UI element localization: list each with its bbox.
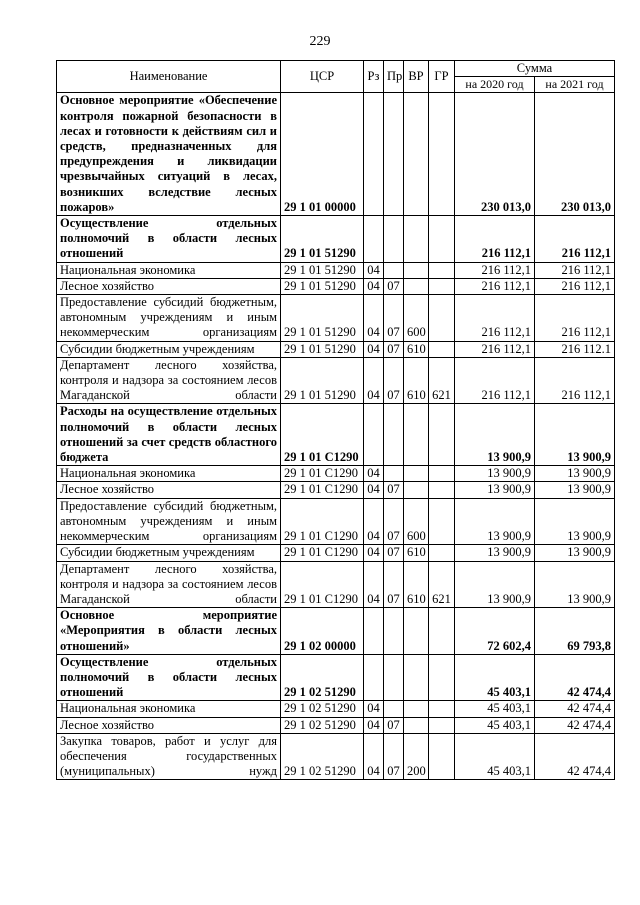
cell-rz: 04 bbox=[364, 482, 384, 498]
header-gr: ГР bbox=[429, 61, 455, 93]
cell-rz bbox=[364, 654, 384, 701]
table-header-row bbox=[57, 61, 615, 77]
cell-csr: 29 1 01 С1290 bbox=[281, 498, 364, 545]
cell-csr: 29 1 01 С1290 bbox=[281, 404, 364, 466]
cell-name: Лесное хозяйство bbox=[57, 482, 281, 498]
cell-sum-2021: 42 474,4 bbox=[535, 701, 615, 717]
cell-name: Расходы на осуществление отдельных полномочий в области лесных отношений за счет средств областного бюджета bbox=[57, 404, 281, 466]
table-row bbox=[57, 561, 615, 608]
cell-vr bbox=[404, 717, 429, 733]
cell-vr: 600 bbox=[404, 498, 429, 545]
cell-rz: 04 bbox=[364, 561, 384, 608]
cell-vr: 610 bbox=[404, 357, 429, 404]
table-row bbox=[57, 654, 615, 701]
cell-gr bbox=[429, 482, 455, 498]
cell-vr bbox=[404, 93, 429, 216]
cell-sum-2021: 42 474,4 bbox=[535, 717, 615, 733]
cell-sum-2020: 45 403,1 bbox=[455, 717, 535, 733]
cell-sum-2020: 45 403,1 bbox=[455, 654, 535, 701]
cell-sum-2021: 216 112,1 bbox=[535, 295, 615, 342]
cell-vr bbox=[404, 466, 429, 482]
table-row bbox=[57, 733, 615, 780]
cell-rz: 04 bbox=[364, 717, 384, 733]
cell-sum-2020: 13 900,9 bbox=[455, 482, 535, 498]
cell-csr: 29 1 01 С1290 bbox=[281, 482, 364, 498]
cell-csr: 29 1 01 С1290 bbox=[281, 466, 364, 482]
cell-csr: 29 1 01 51290 bbox=[281, 295, 364, 342]
cell-sum-2020: 13 900,9 bbox=[455, 404, 535, 466]
cell-gr bbox=[429, 498, 455, 545]
cell-sum-2020: 216 112,1 bbox=[455, 357, 535, 404]
cell-csr: 29 1 01 51290 bbox=[281, 216, 364, 263]
cell-sum-2021: 13 900,9 bbox=[535, 498, 615, 545]
header-name: Наименование bbox=[57, 61, 281, 93]
cell-vr bbox=[404, 278, 429, 294]
cell-csr: 29 1 01 51290 bbox=[281, 262, 364, 278]
cell-name: Лесное хозяйство bbox=[57, 717, 281, 733]
cell-rz: 04 bbox=[364, 545, 384, 561]
header-rz: Рз bbox=[364, 61, 384, 93]
cell-rz: 04 bbox=[364, 498, 384, 545]
cell-sum-2021: 230 013,0 bbox=[535, 93, 615, 216]
cell-name: Департамент лесного хозяйства, контроля и надзора за состоянием лесов Магаданской области bbox=[57, 357, 281, 404]
cell-rz bbox=[364, 93, 384, 216]
cell-sum-2021: 13 900,9 bbox=[535, 466, 615, 482]
cell-name: Предоставление субсидий бюджетным, автономным учреждениям и иным некоммерческим организациям bbox=[57, 498, 281, 545]
cell-rz: 04 bbox=[364, 701, 384, 717]
table-row bbox=[57, 498, 615, 545]
cell-sum-2021: 13 900,9 bbox=[535, 482, 615, 498]
table-row bbox=[57, 608, 615, 655]
cell-vr bbox=[404, 262, 429, 278]
cell-gr bbox=[429, 654, 455, 701]
cell-csr: 29 1 01 51290 bbox=[281, 341, 364, 357]
cell-gr bbox=[429, 404, 455, 466]
cell-name: Осуществление отдельных полномочий в области лесных отношений bbox=[57, 654, 281, 701]
header-year-2021: на 2021 год bbox=[535, 77, 615, 93]
cell-sum-2020: 13 900,9 bbox=[455, 498, 535, 545]
cell-pr: 07 bbox=[384, 498, 404, 545]
cell-vr bbox=[404, 482, 429, 498]
cell-sum-2020: 216 112,1 bbox=[455, 278, 535, 294]
cell-sum-2021: 42 474,4 bbox=[535, 654, 615, 701]
cell-gr bbox=[429, 608, 455, 655]
cell-csr: 29 1 01 51290 bbox=[281, 278, 364, 294]
cell-rz: 04 bbox=[364, 262, 384, 278]
cell-pr bbox=[384, 404, 404, 466]
cell-sum-2020: 216 112,1 bbox=[455, 341, 535, 357]
table-row bbox=[57, 717, 615, 733]
cell-csr: 29 1 02 51290 bbox=[281, 654, 364, 701]
cell-sum-2020: 216 112,1 bbox=[455, 216, 535, 263]
cell-vr: 610 bbox=[404, 561, 429, 608]
header-sum: Сумма bbox=[455, 61, 615, 77]
table-row bbox=[57, 466, 615, 482]
cell-vr: 610 bbox=[404, 545, 429, 561]
cell-sum-2020: 230 013,0 bbox=[455, 93, 535, 216]
cell-sum-2020: 216 112,1 bbox=[455, 295, 535, 342]
cell-rz: 04 bbox=[364, 341, 384, 357]
cell-pr: 07 bbox=[384, 482, 404, 498]
table-body bbox=[57, 93, 615, 780]
header-vr: ВР bbox=[404, 61, 429, 93]
cell-gr bbox=[429, 701, 455, 717]
cell-pr bbox=[384, 701, 404, 717]
cell-csr: 29 1 01 С1290 bbox=[281, 545, 364, 561]
cell-pr: 07 bbox=[384, 357, 404, 404]
cell-sum-2020: 72 602,4 bbox=[455, 608, 535, 655]
cell-csr: 29 1 01 51290 bbox=[281, 357, 364, 404]
cell-rz bbox=[364, 608, 384, 655]
cell-csr: 29 1 02 51290 bbox=[281, 733, 364, 780]
cell-pr: 07 bbox=[384, 278, 404, 294]
cell-rz: 04 bbox=[364, 295, 384, 342]
cell-gr bbox=[429, 733, 455, 780]
cell-pr bbox=[384, 608, 404, 655]
cell-sum-2020: 13 900,9 bbox=[455, 561, 535, 608]
cell-sum-2021: 42 474,4 bbox=[535, 733, 615, 780]
table-row bbox=[57, 357, 615, 404]
table-row bbox=[57, 278, 615, 294]
cell-vr bbox=[404, 608, 429, 655]
cell-csr: 29 1 02 00000 bbox=[281, 608, 364, 655]
cell-csr: 29 1 01 00000 bbox=[281, 93, 364, 216]
cell-gr bbox=[429, 295, 455, 342]
cell-name: Основное мероприятие «Обеспечение контроля пожарной безопасности в лесах и готовности к действиям сил и средств, предназначенных для предупреждения и ликвидации чрезвычайных ситуаций в лесах, возникших вследствие лесных пожаров» bbox=[57, 93, 281, 216]
cell-rz: 04 bbox=[364, 733, 384, 780]
cell-csr: 29 1 02 51290 bbox=[281, 701, 364, 717]
cell-vr: 610 bbox=[404, 341, 429, 357]
cell-gr bbox=[429, 341, 455, 357]
cell-name: Субсидии бюджетным учреждениям bbox=[57, 341, 281, 357]
table-row bbox=[57, 295, 615, 342]
cell-pr: 07 bbox=[384, 341, 404, 357]
table-row bbox=[57, 341, 615, 357]
page-number: 229 bbox=[309, 34, 331, 49]
cell-pr: 07 bbox=[384, 561, 404, 608]
cell-sum-2020: 13 900,9 bbox=[455, 466, 535, 482]
table-row bbox=[57, 545, 615, 561]
cell-pr bbox=[384, 466, 404, 482]
cell-pr bbox=[384, 654, 404, 701]
cell-gr bbox=[429, 93, 455, 216]
cell-pr: 07 bbox=[384, 295, 404, 342]
cell-sum-2021: 216 112,1 bbox=[535, 262, 615, 278]
cell-sum-2021: 216 112,1 bbox=[535, 216, 615, 263]
cell-name: Субсидии бюджетным учреждениям bbox=[57, 545, 281, 561]
cell-sum-2021: 69 793,8 bbox=[535, 608, 615, 655]
cell-sum-2021: 13 900,9 bbox=[535, 404, 615, 466]
cell-rz: 04 bbox=[364, 278, 384, 294]
table-row bbox=[57, 701, 615, 717]
cell-name: Лесное хозяйство bbox=[57, 278, 281, 294]
header-csr: ЦСР bbox=[281, 61, 364, 93]
table-row bbox=[57, 482, 615, 498]
cell-vr bbox=[404, 654, 429, 701]
cell-sum-2020: 216 112,1 bbox=[455, 262, 535, 278]
cell-pr bbox=[384, 93, 404, 216]
cell-sum-2020: 13 900,9 bbox=[455, 545, 535, 561]
table-row bbox=[57, 404, 615, 466]
cell-sum-2021: 216 112,1 bbox=[535, 357, 615, 404]
cell-sum-2020: 45 403,1 bbox=[455, 733, 535, 780]
table-row bbox=[57, 216, 615, 263]
table-row bbox=[57, 262, 615, 278]
header-pr: Пр bbox=[384, 61, 404, 93]
cell-gr: 621 bbox=[429, 561, 455, 608]
cell-csr: 29 1 01 С1290 bbox=[281, 561, 364, 608]
cell-sum-2020: 45 403,1 bbox=[455, 701, 535, 717]
cell-rz: 04 bbox=[364, 357, 384, 404]
cell-vr: 200 bbox=[404, 733, 429, 780]
cell-pr bbox=[384, 216, 404, 263]
cell-sum-2021: 13 900,9 bbox=[535, 561, 615, 608]
cell-vr bbox=[404, 216, 429, 263]
cell-rz bbox=[364, 216, 384, 263]
header-year-2020: на 2020 год bbox=[455, 77, 535, 93]
cell-csr: 29 1 02 51290 bbox=[281, 717, 364, 733]
cell-pr bbox=[384, 262, 404, 278]
cell-pr: 07 bbox=[384, 545, 404, 561]
cell-name: Осуществление отдельных полномочий в области лесных отношений bbox=[57, 216, 281, 263]
cell-gr bbox=[429, 466, 455, 482]
cell-vr bbox=[404, 701, 429, 717]
cell-sum-2021: 216 112,1 bbox=[535, 278, 615, 294]
cell-name: Национальная экономика bbox=[57, 701, 281, 717]
table-row bbox=[57, 93, 615, 216]
cell-name: Национальная экономика bbox=[57, 262, 281, 278]
cell-name: Департамент лесного хозяйства, контроля и надзора за состоянием лесов Магаданской области bbox=[57, 561, 281, 608]
budget-table bbox=[56, 60, 615, 780]
cell-vr: 600 bbox=[404, 295, 429, 342]
cell-sum-2021: 216 112.1 bbox=[535, 341, 615, 357]
cell-gr bbox=[429, 545, 455, 561]
cell-name: Закупка товаров, работ и услуг для обеспечения государственных (муниципальных) нужд bbox=[57, 733, 281, 780]
cell-pr: 07 bbox=[384, 733, 404, 780]
cell-name: Основное мероприятие «Мероприятия в области лесных отношений» bbox=[57, 608, 281, 655]
cell-pr: 07 bbox=[384, 717, 404, 733]
cell-gr: 621 bbox=[429, 357, 455, 404]
cell-gr bbox=[429, 278, 455, 294]
cell-name: Национальная экономика bbox=[57, 466, 281, 482]
cell-vr bbox=[404, 404, 429, 466]
cell-gr bbox=[429, 216, 455, 263]
cell-gr bbox=[429, 262, 455, 278]
cell-rz bbox=[364, 404, 384, 466]
cell-sum-2021: 13 900,9 bbox=[535, 545, 615, 561]
cell-rz: 04 bbox=[364, 466, 384, 482]
cell-name: Предоставление субсидий бюджетным, автономным учреждениям и иным некоммерческим организациям bbox=[57, 295, 281, 342]
cell-gr bbox=[429, 717, 455, 733]
